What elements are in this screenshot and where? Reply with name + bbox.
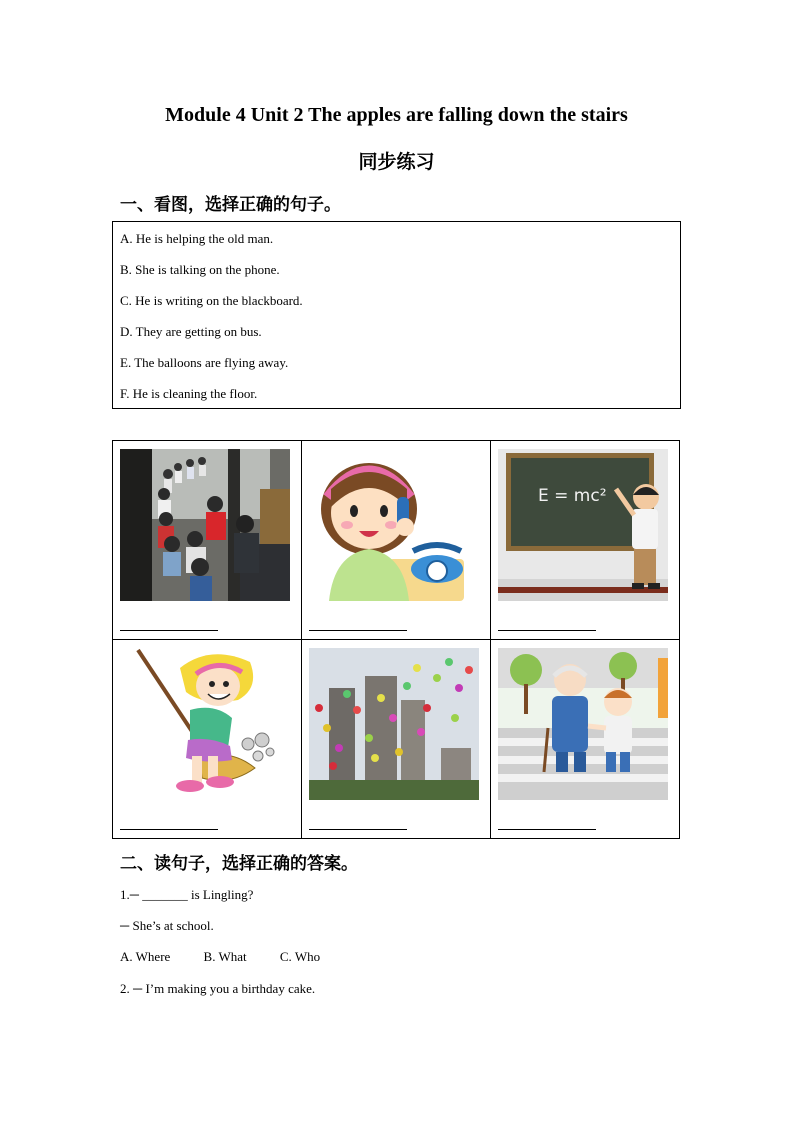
- balloons-flying-photo: [309, 648, 479, 800]
- question-1-choices: [120, 949, 350, 965]
- question-1-line-1: 1.─ _______ is Lingling?: [120, 887, 254, 902]
- boy-writing-on-blackboard-illustration: [498, 449, 668, 601]
- page-subtitle: 同步练习: [358, 151, 435, 173]
- picture-cell-1: [113, 441, 302, 640]
- picture-cell-5: [302, 640, 491, 839]
- question-1-line-2: ─ She’s at school.: [120, 918, 214, 933]
- picture-grid: [112, 440, 680, 839]
- answer-blank-5[interactable]: [309, 829, 407, 830]
- answer-blank-1[interactable]: [120, 630, 218, 631]
- choice-b[interactable]: B. What: [203, 949, 247, 964]
- picture-cell-6: [491, 640, 680, 839]
- option-e: E. The balloons are flying away.: [120, 355, 289, 370]
- options-box: [112, 221, 681, 409]
- answer-blank-2[interactable]: [309, 630, 407, 631]
- option-a: A. He is helping the old man.: [120, 231, 274, 246]
- page-title: Module 4 Unit 2 The apples are falling down the stairs: [165, 104, 628, 126]
- option-b: B. She is talking on the phone.: [120, 262, 280, 277]
- children-boarding-bus-photo: [120, 449, 290, 601]
- section2-heading: 二、读句子，选择正确的答案。: [120, 854, 358, 874]
- question-2-line-1: 2. ─ I’m making you a birthday cake.: [120, 981, 316, 996]
- answer-blank-3[interactable]: [498, 630, 596, 631]
- girl-sweeping-floor-illustration: [120, 648, 290, 800]
- picture-cell-2: [302, 441, 491, 640]
- boy-helping-old-man-illustration: [498, 648, 668, 800]
- section1-heading: 一、看图，选择正确的句子。: [120, 195, 341, 215]
- answer-blank-4[interactable]: [120, 829, 218, 830]
- picture-cell-3: [491, 441, 680, 640]
- picture-cell-4: [113, 640, 302, 839]
- choice-a[interactable]: A. Where: [120, 949, 171, 964]
- option-f: F. He is cleaning the floor.: [120, 386, 258, 401]
- answer-blank-6[interactable]: [498, 829, 596, 830]
- choice-c[interactable]: C. Who: [279, 949, 321, 964]
- girl-on-phone-illustration: [309, 449, 479, 601]
- option-d: D. They are getting on bus.: [120, 324, 262, 339]
- blackboard-formula: E = mc²: [538, 486, 607, 506]
- option-c: C. He is writing on the blackboard.: [120, 293, 303, 308]
